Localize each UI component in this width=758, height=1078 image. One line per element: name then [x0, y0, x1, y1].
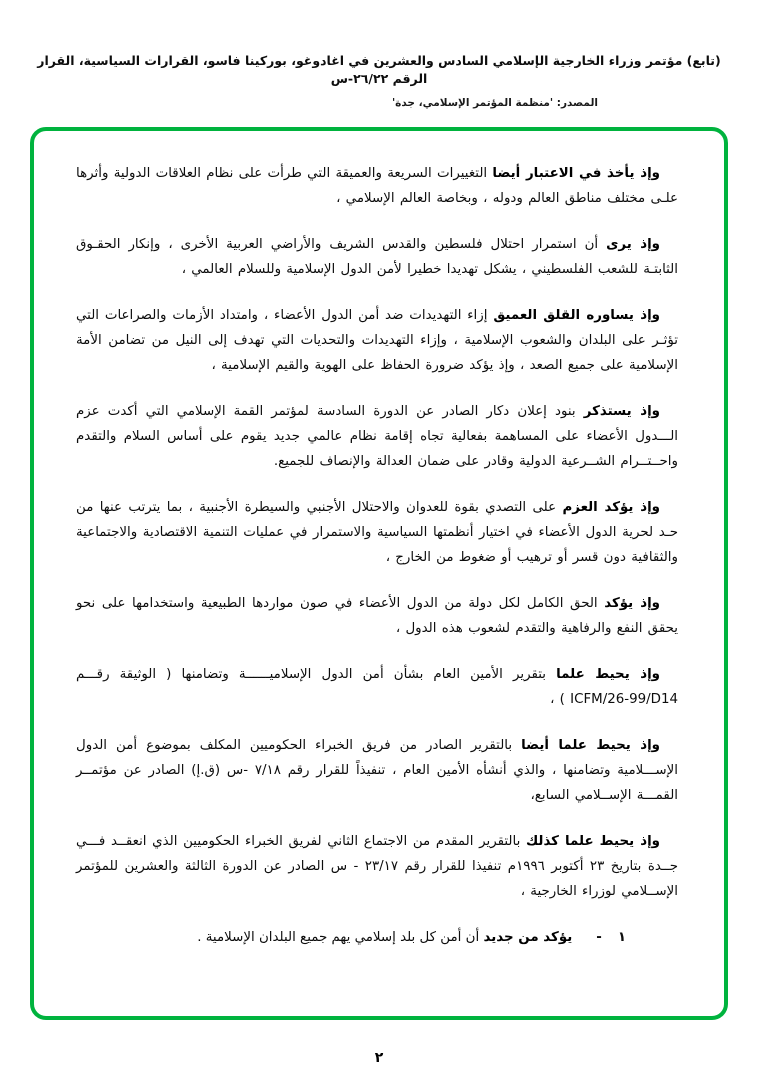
header-title: (تابع) مؤتمر وزراء الخارجية الإسلامي السادس والعشرين في اغادوغو، بوركينا فاسو، القرارات السياسية، القرار الرقم ٢٦/٢٢-س: [37, 53, 721, 86]
paragraph-text: بتقرير الأمين العام بشأن أمن الدول الإسلاميــــــة وتضامنها ( الوثيقة رقـــم ICFM/26-99/D14 ) ،: [76, 667, 678, 707]
paragraph-text: على التصدي بقوة للعدوان والاحتلال الأجنبي والسيطرة الأجنبية ، بما يترتب عنها من حـد لحرية الدول الأعضاء في اختيار أنظمتها السياسية والاستمرار في عمليات التنمية الاقتصادية والاجتماعية والثقافية دون قسر أو ترهيب أو ضغوط من الخارج ،: [76, 500, 678, 565]
paragraph-lead: وإذ يحيط علما أيضا: [521, 738, 660, 753]
preamble-paragraph-2: [76, 232, 678, 282]
preamble-paragraph-4: [76, 399, 678, 474]
paragraph-lead: وإذ يحيط علما كذلك: [525, 834, 660, 849]
paragraph-lead: وإذ يؤكد: [604, 596, 660, 611]
item-lead: يؤكد من جديد: [483, 930, 573, 945]
preamble-paragraph-7: [76, 662, 678, 712]
preamble-paragraph-6: [76, 591, 678, 641]
paragraph-text: التغييرات السريعة والعميقة التي طرأت على نظام العلاقات الدولية وأثرها علـى مختلف مناطق العالم ودوله ، وبخاصة العالم الإسلامي ،: [76, 166, 678, 206]
item-text: أن أمن كل بلد إسلامي يهم جميع البلدان الإسلامية .: [197, 930, 480, 945]
paragraph-text: بالتقرير المقدم من الاجتماع الثاني لفريق الخبراء الحكوميين الذي انعقــد فـــي جــدة بتاريخ ٢٣ أكتوبر ١٩٩٦م تنفيذا للقرار رقم ٢٣/١٧ - س الصادر عن الدورة الثالثة والعشرين للمؤتمر الإســلامي لوزراء الخارجية ،: [76, 834, 679, 899]
preamble-paragraph-1: [76, 161, 678, 211]
page-number: ٢: [374, 1050, 384, 1066]
document-header: [0, 0, 758, 109]
paragraph-text: أن استمرار احتلال فلسطين والقدس الشريف والأراضي العربية الأخرى ، وإنكار الحقـوق الثابتـة للشعب الفلسطيني ، يشكل تهديدا خطيرا لأمن الدول الإسلامية وللسلام العالمي ،: [76, 237, 678, 277]
resolution-preamble: [34, 131, 724, 950]
paragraph-lead: وإذ يحيط علما: [556, 667, 660, 682]
preamble-paragraph-5: [76, 495, 678, 570]
content-frame: [30, 127, 728, 1020]
operative-item-1: [76, 925, 626, 950]
paragraph-text: الحق الكامل لكل دولة من الدول الأعضاء في صون مواردها الطبيعية واستخدامها على نحو يحقق النفع والرفاهية والتقدم لشعوب هذه الدول ،: [76, 596, 678, 636]
paragraph-lead: وإذ يرى: [606, 237, 660, 252]
paragraph-lead: وإذ يأخذ في الاعتبار أيضا: [492, 166, 660, 181]
paragraph-lead: وإذ يؤكد العزم: [562, 500, 660, 515]
preamble-paragraph-9: [76, 829, 678, 904]
paragraph-text: بنود إعلان دكار الصادر عن الدورة السادسة لمؤتمر القمة الإسلامي التي أكدت عزم الـــدول الأعضاء على المساهمة بفعالية تجاه إقامة نظام عالمي جديد يقوم على أساس السلام والتقدم واحــتــرام الشــرعية الدولية وقادر على ضمان العدالة والإنصاف للجميع.: [76, 404, 678, 469]
paragraph-lead: وإذ يساوره القلق العميق: [493, 308, 660, 323]
preamble-paragraph-3: [76, 303, 678, 378]
header-source: المصدر: 'منظمة المؤتمر الإسلامي، جدة': [391, 97, 598, 109]
paragraph-text: بالتقرير الصادر من فريق الخبراء الحكوميين المكلف بموضوع أمن الدول الإســـلامية وتضامنها ، والذي أنشأه الأمين العام ، تنفيذاً للقرار رقم ٧/١٨ -س (ق.إ) الصادر عن مؤتمــر القمـــة الإســلامي السابع،: [76, 738, 678, 803]
paragraph-text: إزاء التهديدات ضد أمن الدول الأعضاء ، وامتداد الأزمات والصراعات التي تؤثـر على البلدان والشعوب الإسلامية ، وإزاء التهديدات والتحديات التي تهدف إلى النيل من تضامن الأمة الإسلامية على جميع الصعد ، وإذ يؤكد ضرورة الحفاظ على الهوية والقيم الإسلامية ،: [76, 308, 678, 373]
item-dash: -: [596, 930, 602, 945]
item-number: ١: [617, 930, 626, 945]
paragraph-lead: وإذ يستذكر: [583, 404, 660, 419]
preamble-paragraph-8: [76, 733, 678, 808]
